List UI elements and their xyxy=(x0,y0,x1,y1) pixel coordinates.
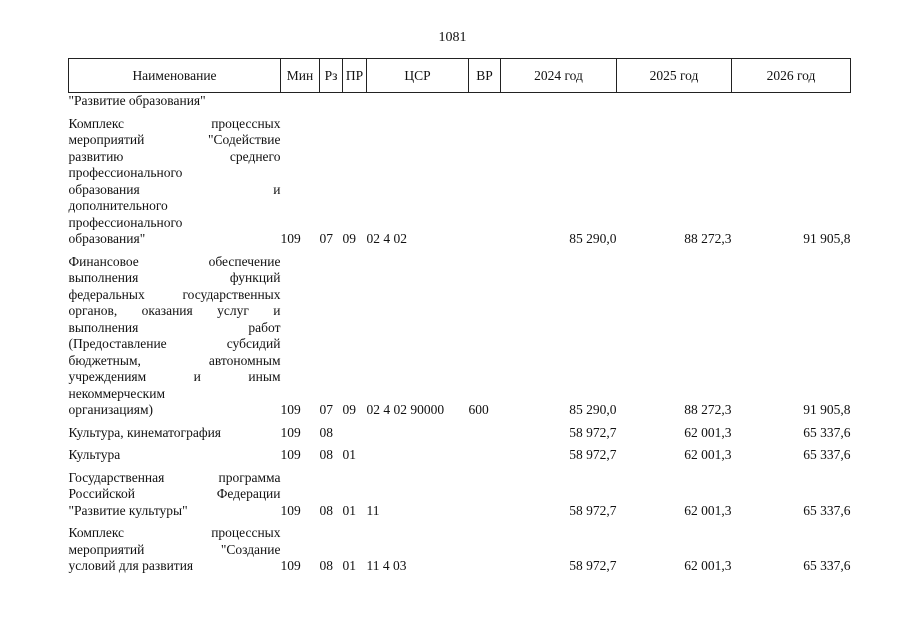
cell-min: 109 xyxy=(280,402,301,417)
cell-csr: 02 4 02 90000 xyxy=(366,402,445,417)
cell-rz xyxy=(320,93,343,110)
cell-pr xyxy=(343,93,367,110)
cell-min: 109 xyxy=(280,502,301,518)
table-row xyxy=(69,93,851,110)
name-line: Культура xyxy=(68,447,121,462)
cell-pr: 01 xyxy=(342,447,356,462)
cell-2026: 65 337,6 xyxy=(803,558,851,573)
header-csr: ЦСР xyxy=(367,59,469,93)
cell-2026: 91 905,8 xyxy=(803,231,851,246)
cell-vr xyxy=(469,525,501,575)
cell-vr xyxy=(469,93,501,110)
cell-2025: 62 001,3 xyxy=(684,558,732,573)
table-row xyxy=(69,254,851,419)
name-line: выполнения работ xyxy=(68,319,281,335)
cell-csr: 11 4 03 xyxy=(366,558,407,573)
cell-rz: 08 xyxy=(319,424,333,440)
cell-csr: 02 4 02 xyxy=(366,231,407,246)
name-line: условий для развития xyxy=(68,558,194,573)
table-row xyxy=(69,425,851,442)
table-row xyxy=(69,470,851,520)
cell-pr: 09 xyxy=(342,402,356,417)
cell-pr: 09 xyxy=(342,231,356,246)
cell-csr xyxy=(367,425,469,442)
cell-2026: 65 337,6 xyxy=(803,424,851,440)
cell-name xyxy=(69,254,281,419)
cell-2025 xyxy=(617,93,732,110)
cell-vr xyxy=(469,470,501,520)
cell-min xyxy=(281,93,320,110)
name-line: Финансовое обеспечение xyxy=(68,253,281,269)
cell-2024 xyxy=(501,93,617,110)
cell-2024: 58 972,7 xyxy=(569,424,617,440)
header-name: Наименование xyxy=(69,59,281,93)
name-line: Российской Федерации xyxy=(68,486,281,501)
header-2026: 2026 год xyxy=(732,59,851,93)
cell-name xyxy=(69,425,281,442)
name-line: профессионального xyxy=(68,165,183,180)
name-line: "Развитие культуры" xyxy=(68,502,188,518)
cell-min: 109 xyxy=(280,447,301,462)
budget-table xyxy=(68,58,851,575)
cell-2026: 65 337,6 xyxy=(803,447,851,462)
header-2025: 2025 год xyxy=(617,59,732,93)
name-line: образования и xyxy=(68,181,281,197)
cell-vr xyxy=(469,116,501,248)
cell-name xyxy=(69,525,281,575)
header-2024: 2024 год xyxy=(501,59,617,93)
header-rz: Рз xyxy=(320,59,343,93)
name-line: выполнения функций xyxy=(68,270,281,285)
cell-name xyxy=(69,470,281,520)
cell-rz: 08 xyxy=(319,502,333,518)
name-line: Комплекс процессных xyxy=(68,525,281,540)
cell-vr: 600 xyxy=(468,402,489,417)
name-line: образования" xyxy=(68,231,146,246)
cell-rz: 07 xyxy=(319,402,333,417)
cell-2024: 85 290,0 xyxy=(569,402,617,417)
name-line: Государственная программа xyxy=(68,469,281,485)
cell-rz: 08 xyxy=(319,447,333,462)
cell-2026: 91 905,8 xyxy=(803,402,851,417)
cell-2026 xyxy=(732,93,851,110)
name-line: некоммерческим xyxy=(68,385,166,401)
cell-vr xyxy=(469,447,501,464)
name-line: мероприятий "Содействие xyxy=(68,132,281,147)
cell-rz: 08 xyxy=(319,558,333,573)
cell-csr xyxy=(367,447,469,464)
table-body xyxy=(69,93,851,575)
cell-2025: 88 272,3 xyxy=(684,231,732,246)
name-line: (Предоставление субсидий xyxy=(68,336,281,351)
table-row xyxy=(69,525,851,575)
table-row xyxy=(69,447,851,464)
name-line: развитию среднего xyxy=(68,148,281,164)
cell-csr: 11 xyxy=(366,502,380,518)
cell-2026: 65 337,6 xyxy=(803,502,851,518)
cell-2025: 62 001,3 xyxy=(684,502,732,518)
cell-pr: 01 xyxy=(342,502,356,518)
name-line: дополнительного xyxy=(68,198,168,213)
name-line: профессионального xyxy=(68,214,183,230)
table-row xyxy=(69,116,851,248)
cell-min: 109 xyxy=(280,424,301,440)
cell-name xyxy=(69,93,281,110)
name-line: бюджетным, автономным xyxy=(68,352,281,368)
name-line: организациям) xyxy=(68,402,154,417)
name-line: федеральных государственных xyxy=(68,286,281,302)
cell-2025: 62 001,3 xyxy=(684,424,732,440)
name-line: органов, оказания услуг и xyxy=(68,303,281,318)
table-header-row xyxy=(69,59,851,93)
cell-min: 109 xyxy=(280,558,301,573)
cell-2025: 62 001,3 xyxy=(684,447,732,462)
name-line: Комплекс процессных xyxy=(68,115,281,131)
cell-min: 109 xyxy=(280,231,301,246)
cell-pr: 01 xyxy=(342,558,356,573)
header-min: Мин xyxy=(281,59,320,93)
name-line: мероприятий "Создание xyxy=(68,541,281,557)
cell-2024: 85 290,0 xyxy=(569,231,617,246)
page-number: 1081 xyxy=(438,30,467,45)
name-line: учреждениям и иным xyxy=(68,369,281,384)
cell-name xyxy=(69,447,281,464)
cell-2024: 58 972,7 xyxy=(569,447,617,462)
cell-2025: 88 272,3 xyxy=(684,402,732,417)
cell-rz: 07 xyxy=(319,231,333,246)
cell-pr xyxy=(343,425,367,442)
header-pr: ПР xyxy=(343,59,367,93)
cell-2024: 58 972,7 xyxy=(569,558,617,573)
name-line: "Развитие образования" xyxy=(68,93,206,108)
cell-2024: 58 972,7 xyxy=(569,502,617,518)
cell-csr xyxy=(367,93,469,110)
header-vr: ВР xyxy=(469,59,501,93)
cell-name xyxy=(69,116,281,248)
cell-vr xyxy=(469,425,501,442)
name-line: Культура, кинематография xyxy=(68,424,222,440)
